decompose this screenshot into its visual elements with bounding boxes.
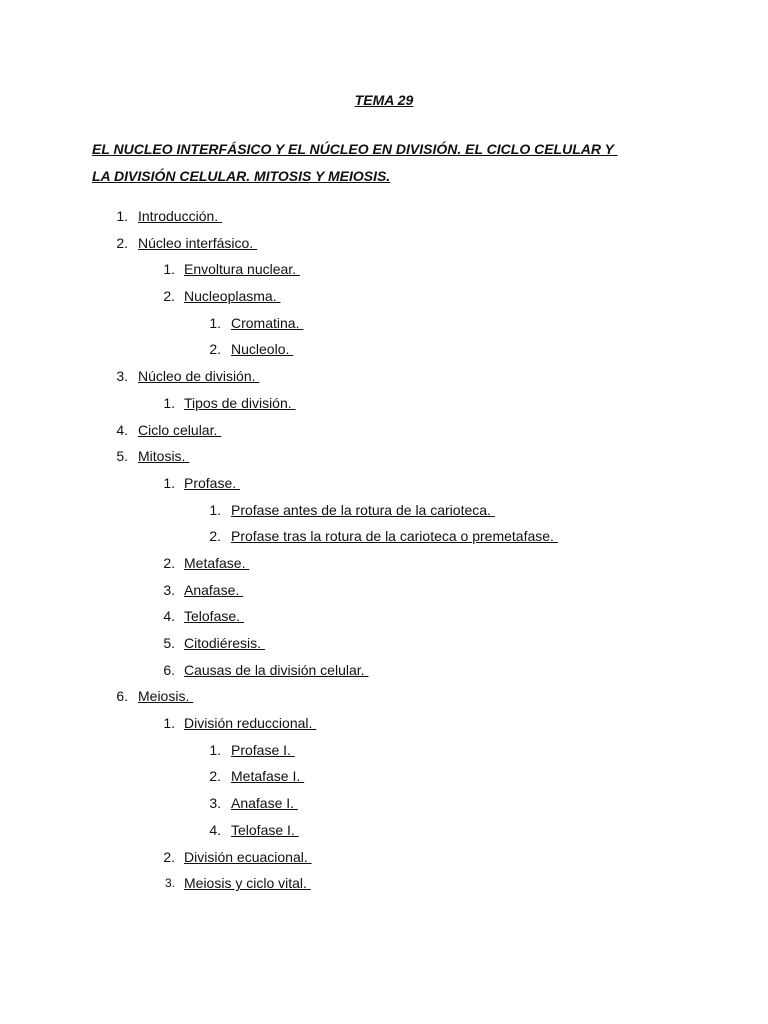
toc-item-number: 3. xyxy=(116,368,128,385)
toc-item-link[interactable]: Metafase I. xyxy=(231,768,305,785)
toc-item-link[interactable]: Anafase. xyxy=(184,581,244,598)
toc-item xyxy=(0,737,768,764)
toc-item-number: 2. xyxy=(163,554,175,571)
toc-item xyxy=(0,630,768,657)
toc-item xyxy=(0,363,768,390)
toc-item-link[interactable]: Envoltura nuclear. xyxy=(184,261,300,278)
toc-item-link[interactable]: Mitosis. xyxy=(138,448,190,465)
toc-item-number: 4. xyxy=(209,821,221,838)
toc-item-number: 1. xyxy=(209,314,221,331)
toc-item xyxy=(0,443,768,470)
document-title-line-2: LA DIVISIÓN CELULAR. MITOSIS Y MEIOSIS. xyxy=(92,168,391,184)
toc-item-link[interactable]: Metafase. xyxy=(184,554,250,571)
toc-item-link[interactable]: Núcleo interfásico. xyxy=(138,234,258,251)
toc-item xyxy=(0,230,768,257)
toc-item-link[interactable]: Nucleoplasma. xyxy=(184,288,281,305)
toc-item xyxy=(0,390,768,417)
toc-item xyxy=(0,683,768,710)
toc-item xyxy=(0,310,768,337)
toc-item-link[interactable]: Meiosis. xyxy=(138,688,194,705)
toc-item-number: 1. xyxy=(163,715,175,732)
toc-item-link[interactable]: Profase. xyxy=(184,474,241,491)
toc-item xyxy=(0,844,768,871)
toc-item-number: 2. xyxy=(209,768,221,785)
toc-item xyxy=(0,256,768,283)
toc-item xyxy=(0,417,768,444)
toc-item-number: 3. xyxy=(209,795,221,812)
document-title xyxy=(92,136,692,190)
toc-item xyxy=(0,283,768,310)
toc-item xyxy=(0,817,768,844)
toc-item xyxy=(0,657,768,684)
document-title-line-1: EL NUCLEO INTERFÁSICO Y EL NÚCLEO EN DIVISIÓN. EL CICLO CELULAR Y xyxy=(92,141,618,157)
toc-item-number: 1. xyxy=(209,741,221,758)
toc-item-number: 3. xyxy=(163,581,175,598)
toc-item-number: 3. xyxy=(164,876,175,891)
toc-item-link[interactable]: Tipos de división. xyxy=(184,394,296,411)
toc-item-number: 2. xyxy=(163,288,175,305)
toc-item xyxy=(0,763,768,790)
toc-item-link[interactable]: Meiosis y ciclo vital. xyxy=(184,875,311,892)
toc-item xyxy=(0,550,768,577)
toc-item-link[interactable]: Núcleo de división. xyxy=(138,368,260,385)
toc-item-link[interactable]: Cromatina. xyxy=(231,314,304,331)
toc-item-link[interactable]: División reduccional. xyxy=(184,715,317,732)
toc-item-link[interactable]: Profase I. xyxy=(231,741,295,758)
table-of-contents xyxy=(0,203,768,897)
toc-item-number: 2. xyxy=(209,528,221,545)
toc-item xyxy=(0,790,768,817)
toc-item-link[interactable]: Citodiéresis. xyxy=(184,635,265,651)
toc-item xyxy=(0,470,768,497)
toc-item-number: 6. xyxy=(163,661,175,678)
toc-item-link[interactable]: Telofase I. xyxy=(231,821,299,838)
toc-item xyxy=(0,710,768,737)
toc-item-number: 4. xyxy=(163,608,175,625)
toc-item-number: 4. xyxy=(116,421,128,438)
toc-item-link[interactable]: Telofase. xyxy=(184,608,244,625)
toc-item-link[interactable]: Nucleolo. xyxy=(231,341,294,358)
toc-item xyxy=(0,203,768,230)
toc-item-link[interactable]: Causas de la división celular. xyxy=(184,661,369,678)
toc-item xyxy=(0,577,768,604)
toc-item-link[interactable]: Profase tras la rotura de la carioteca o premetafase. xyxy=(231,528,558,545)
toc-item-number: 6. xyxy=(116,688,128,705)
toc-item xyxy=(0,603,768,630)
toc-item-number: 1. xyxy=(163,474,175,491)
toc-item-number: 2. xyxy=(163,848,175,865)
toc-item-link[interactable]: Ciclo celular. xyxy=(138,421,222,438)
toc-item-number: 5. xyxy=(163,635,175,651)
toc-item xyxy=(0,336,768,363)
toc-item-link[interactable]: Anafase I. xyxy=(231,795,298,812)
toc-item-number: 5. xyxy=(116,448,128,465)
toc-item-link[interactable]: Introducción. xyxy=(138,208,223,224)
topic-number: TEMA 29 xyxy=(354,92,414,108)
toc-item-number: 2. xyxy=(209,341,221,358)
toc-item-number: 1. xyxy=(209,501,221,518)
toc-item-link[interactable]: División ecuacional. xyxy=(184,848,312,865)
toc-item-number: 1. xyxy=(163,394,175,411)
toc-item-number: 1. xyxy=(116,208,128,224)
toc-item xyxy=(0,870,768,897)
toc-item-link[interactable]: Profase antes de la rotura de la carioteca. xyxy=(231,501,495,518)
toc-item xyxy=(0,497,768,524)
toc-item-number: 1. xyxy=(163,261,175,278)
toc-item xyxy=(0,523,768,550)
toc-item-number: 2. xyxy=(116,234,128,251)
